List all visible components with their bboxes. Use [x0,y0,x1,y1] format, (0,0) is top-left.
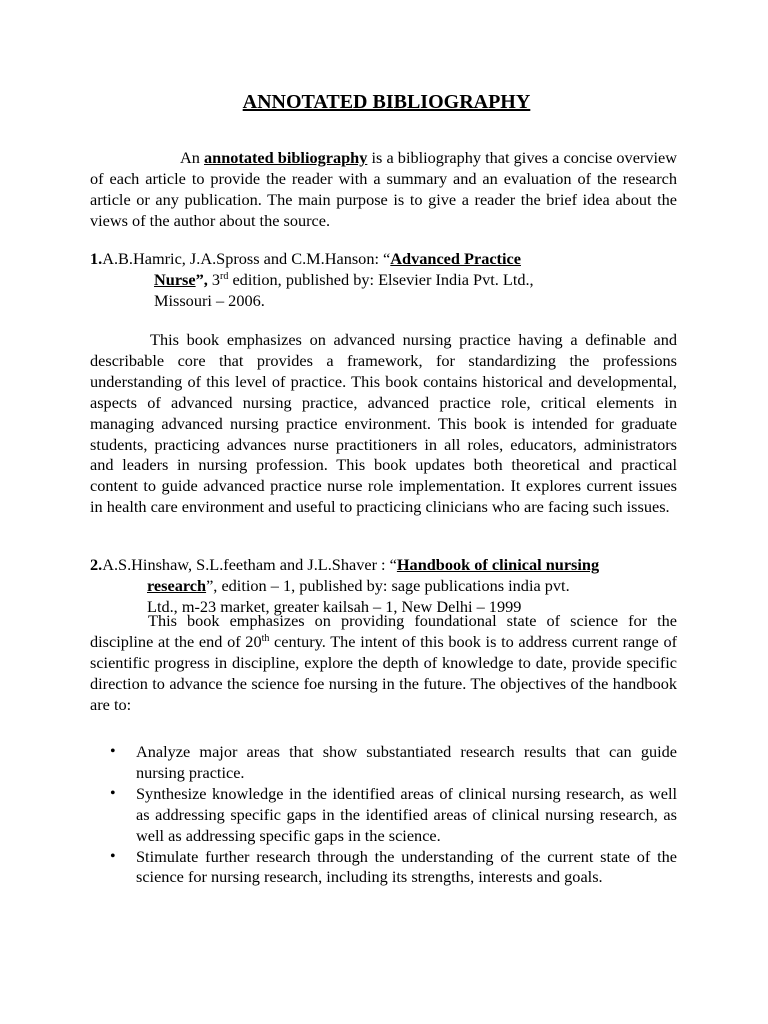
reference-2 [90,555,677,618]
reference-2-summary-part1: This book emphasizes on providing foundational state of science for the discipline at the end of 20 [90,611,677,651]
reference-1-authors: A.B.Hamric, J.A.Spross and C.M.Hanson: “ [102,249,391,268]
reference-2-authors: A.S.Hinshaw, S.L.feetham and J.L.Shaver : “ [102,555,397,574]
reference-2-summary-sup: th [261,632,270,644]
list-item [90,784,677,847]
bullet-icon: • [110,847,116,865]
reference-2-summary-part2: century. The intent of this book is to address current range of scientific progress in discipline, explore the depth of knowledge to date, provide specific direction to advance the science foe nursing in the future. The objectives of the handbook are to: [90,631,678,714]
reference-1-summary: This book emphasizes on advanced nursing practice having a definable and describable core that provides a framework, for standardizing the professions understanding of this level of practice. This book contains historical and developmental, aspects of advanced nursing practice, advanced practice role, critical elements in managing advanced nursing practice environment. This book is intended for graduate students, practicing advances nurse practitioners in all roles, educators, administrators and leaders in nursing profession. This book updates both theoretical and practical content to guide advanced practice nurse role implementation. It explores current issues in health care environment and useful to practicing clinicians who are facing such issues. [90,330,677,517]
objective-text: Stimulate further research through the understanding of the current state of the science for nursing research, including its strengths, interests and goals. [136,846,677,887]
reference-1-close: ”, [195,269,208,289]
reference-1 [90,249,677,312]
intro-prefix: An [180,148,205,167]
objective-text: Analyze major areas that show substantiated research results that can guide nursing practice. [136,742,677,782]
reference-1-edition-rest: edition, published by: Elsevier India Pvt. Ltd., [228,269,534,289]
intro-term: annotated bibliography [204,148,368,167]
intro-text: is a bibliography that gives a concise overview of each article to provide the reader with a summary and an evaluation of the research article or any publication. The main purpose is to give a reader the brief idea about the views of the author about the source. [90,148,677,230]
bullet-icon: • [110,743,116,760]
objectives-list [90,742,677,888]
list-item [90,742,677,784]
reference-2-after-title: ”, edition – 1, published by: sage publications india pvt. [206,575,570,595]
reference-1-title-part1: Advanced Practice [390,249,521,268]
objective-text: Synthesize knowledge in the identified areas of clinical nursing research, as well as addressing specific gaps in the identified areas of clinical nursing research, as well as addressing specific gaps in the science. [136,783,677,845]
reference-1-place: Missouri – 2006. [154,290,265,310]
reference-2-title-part2: research [147,575,207,595]
reference-2-title-part1: Handbook of clinical nursing [396,555,600,574]
reference-2-number: 2. [90,555,103,574]
list-item [90,847,677,889]
document-title: ANNOTATED BIBLIOGRAPHY [242,91,531,113]
intro-paragraph [90,148,677,232]
reference-1-number: 1. [90,249,103,268]
bullet-icon: • [110,784,116,802]
reference-2-summary [90,611,677,716]
reference-2-place: Ltd., m-23 market, greater kailsah – 1, New Delhi – 1999 [147,596,522,616]
reference-1-edition-num: 3 [207,269,221,289]
reference-1-edition-sup: rd [220,270,229,282]
reference-1-title-part2: Nurse [154,269,196,289]
